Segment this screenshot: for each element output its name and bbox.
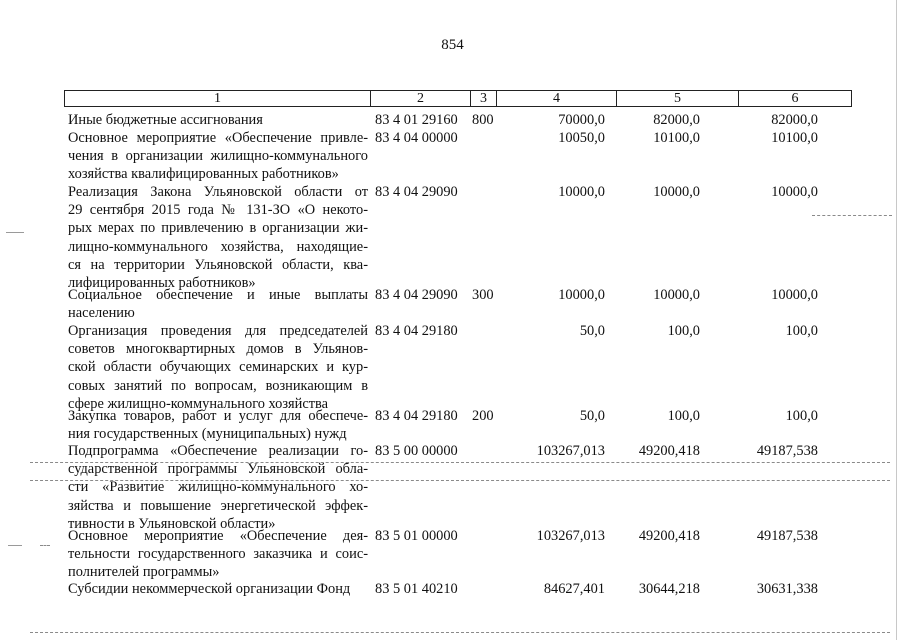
row-name-line: Иные бюджетные ассигнования [68,112,263,128]
page-number: 854 [441,37,464,53]
row-name-line: рых мерах по привлечению в организации жи- [68,220,368,237]
row-name-line: Субсидии некоммерческой организации Фонд [68,581,351,597]
row-value-col6: 49187,538 [756,528,818,544]
header-col-2: 2 [371,91,471,106]
row-name-line: сударственной программы Ульяновской обла- [68,461,368,478]
row-value-col5: 100,0 [667,323,700,339]
row-value-col4: 103267,013 [536,528,605,544]
row-type: 300 [472,287,494,303]
row-value-col4: 10000,0 [558,287,605,303]
row-value-col4: 70000,0 [558,112,605,128]
row-code: 83 4 01 29160 [375,112,458,128]
row-name [68,129,368,184]
row-name [68,527,368,582]
row-code: 83 4 04 29180 [375,408,458,424]
row-name [68,580,368,598]
header-col-5: 5 [617,91,739,106]
row-value-col5: 49200,418 [638,443,700,459]
row-name-line: тивности в Ульяновской области» [68,515,276,532]
row-value-col5: 82000,0 [653,112,700,128]
row-name-line: лищно-коммунального хозяйства, находящие- [68,238,368,255]
row-code: 83 4 04 29090 [375,184,458,200]
scan-artifact [8,545,22,546]
row-name-line: 29 сентября 2015 года № 131-ЗО «О некото- [68,202,368,219]
header-col-1: 1 [65,91,371,106]
row-name-line: Социальное обеспечение и иные выплаты [68,287,368,303]
row-value-col6: 30631,338 [756,581,818,597]
row-value-col5: 100,0 [667,408,700,424]
header-col-4: 4 [497,91,617,106]
row-value-col4: 103267,013 [536,443,605,459]
row-name-line: сти «Развитие жилищно-коммунального хо- [68,479,368,496]
row-name-line: полнителей программы» [68,564,220,581]
row-name [68,322,368,413]
row-value-col5: 30644,218 [638,581,700,597]
row-value-col5: 49200,418 [638,528,700,544]
header-col-6: 6 [791,91,799,106]
scan-artifact [30,462,890,463]
row-code: 83 4 04 00000 [375,130,458,146]
row-value-col4: 50,0 [579,323,605,339]
row-value-col6: 82000,0 [771,112,818,128]
scan-artifact [40,545,50,546]
row-type: 800 [472,112,494,128]
row-code: 83 5 01 00000 [375,528,458,544]
row-name-line: Основное мероприятие «Обеспечение привле- [68,130,368,146]
row-value-col6: 100,0 [785,323,818,339]
row-name-line: тельности государственного заказчика и соис- [68,546,368,563]
row-name-line: ния государственных (муниципальных) нужд [68,426,347,443]
row-value-col6: 49187,538 [756,443,818,459]
scan-artifact [812,215,892,216]
row-type: 200 [472,408,494,424]
row-name-line: Закупка товаров, работ и услуг для обеспече- [68,408,368,424]
scan-artifact [30,632,890,633]
scan-artifact [30,480,890,481]
row-code: 83 4 04 29180 [375,323,458,339]
row-name-line: Реализация Закона Ульяновской области от [68,184,368,200]
row-name-line: ся на территории Ульяновской области, ква- [68,256,368,273]
scan-artifact [6,232,24,233]
row-value-col5: 10000,0 [653,184,700,200]
row-name-line: Основное мероприятие «Обеспечение дея- [68,528,368,544]
row-value-col4: 10000,0 [558,184,605,200]
row-name [68,286,368,322]
row-value-col5: 10100,0 [653,130,700,146]
row-value-col6: 100,0 [785,408,818,424]
row-value-col6: 10000,0 [771,287,818,303]
row-value-col5: 10000,0 [653,287,700,303]
row-value-col6: 10100,0 [771,130,818,146]
row-value-col6: 10000,0 [771,184,818,200]
row-name-line: населению [68,305,135,322]
row-name-line: хозяйства квалифицированных работников» [68,166,339,183]
row-code: 83 4 04 29090 [375,287,458,303]
row-name [68,183,368,292]
row-name-line: советов многоквартирных домов в Ульянов- [68,341,368,358]
row-name [68,442,368,533]
row-name-line: зяйства и повышение энергетической эффек- [68,497,368,514]
row-value-col4: 50,0 [579,408,605,424]
table-header [64,90,852,107]
row-name-line: ской области обучающих семинарских и кур- [68,359,368,376]
row-value-col4: 84627,401 [543,581,605,597]
row-name [68,407,368,443]
row-name [68,111,368,129]
header-col-3: 3 [471,91,497,106]
row-value-col4: 10050,0 [558,130,605,146]
row-name-line: лифицированных работников» [68,275,256,292]
row-name-line: сфере жилищно-коммунального хозяйства [68,395,329,412]
row-name-line: совых занятий по вопросам, возникающим в [68,377,368,394]
row-name-line: чения в организации жилищно-коммунального [68,148,368,165]
row-code: 83 5 00 00000 [375,443,458,459]
row-name-line: Подпрограмма «Обеспечение реализации го- [68,443,368,459]
row-code: 83 5 01 40210 [375,581,458,597]
row-name-line: Организация проведения для председателей [68,323,368,339]
scan-artifact [896,0,897,640]
